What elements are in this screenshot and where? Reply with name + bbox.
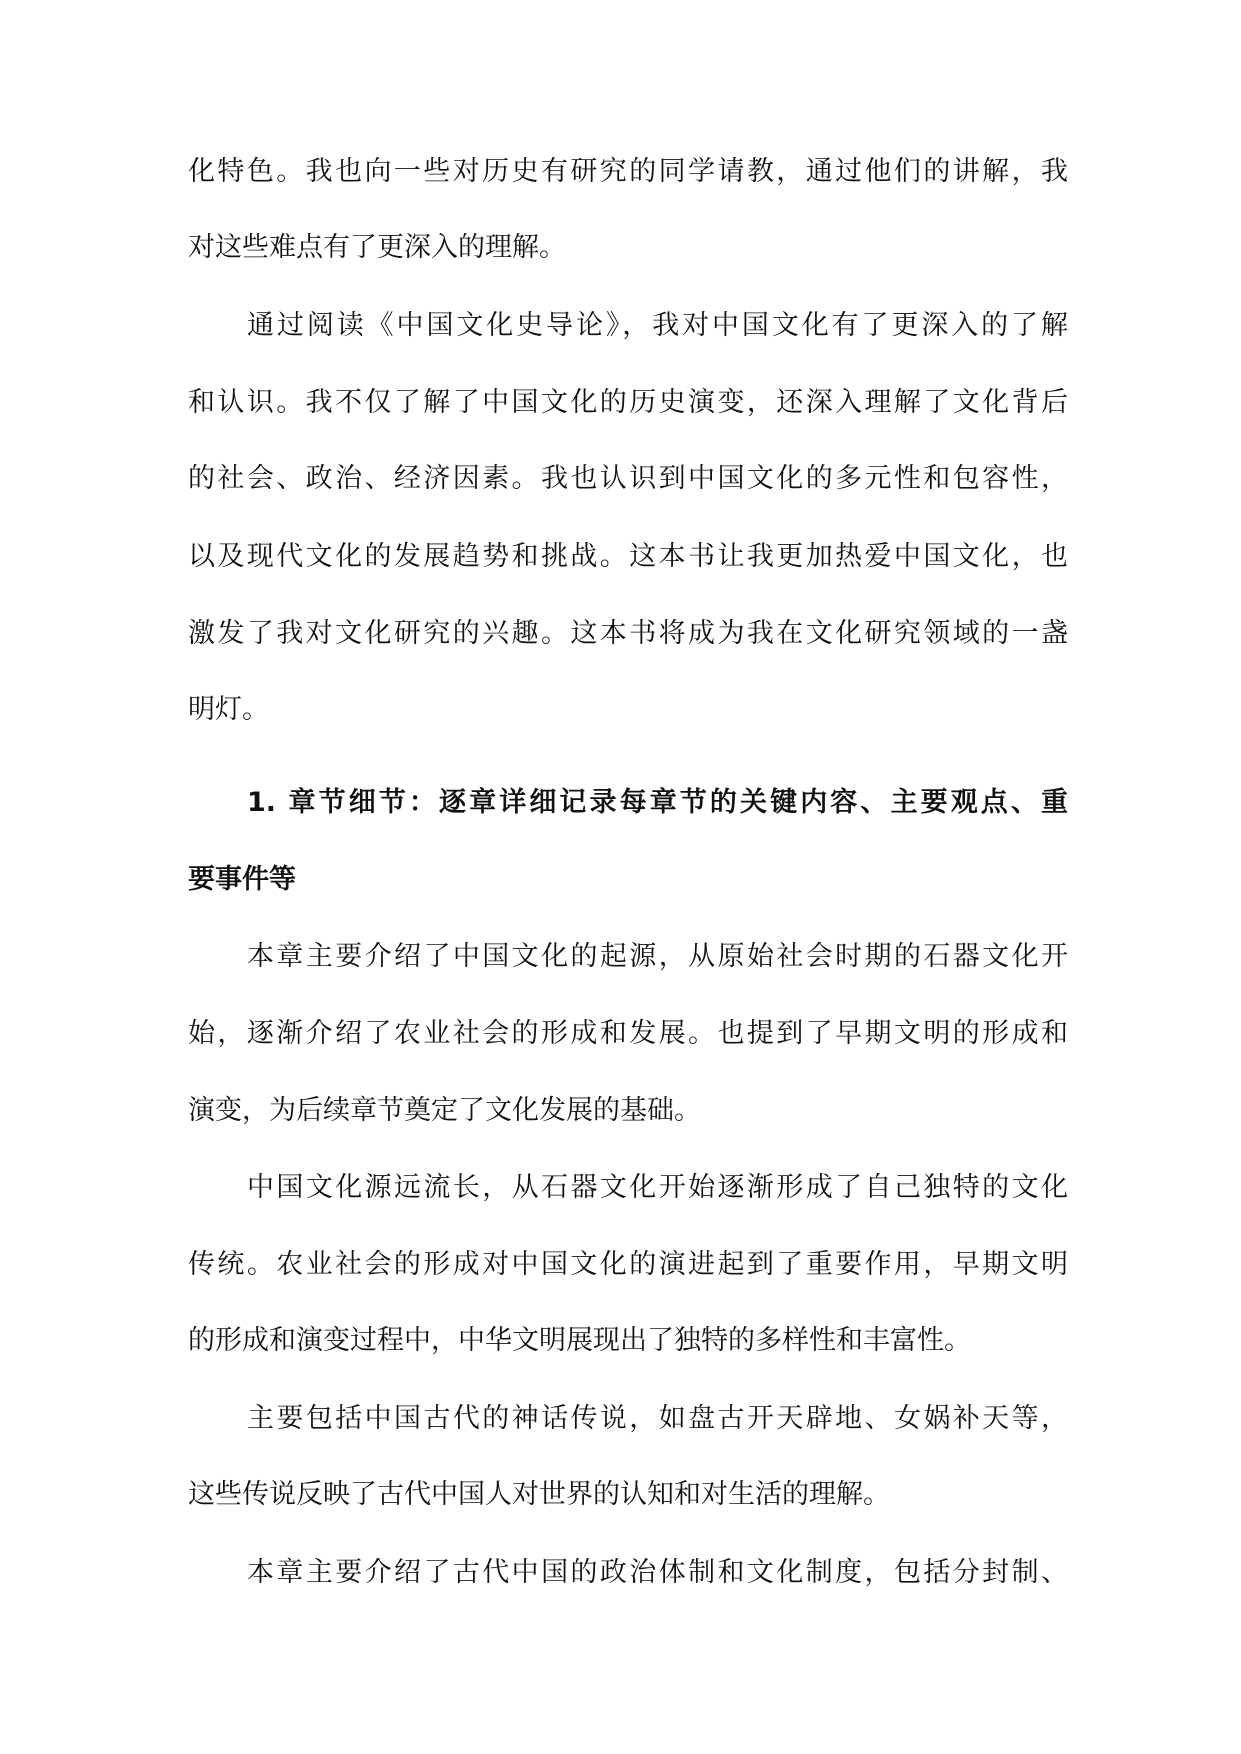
paragraph-line: 本章主要介绍了古代中国的政治体制和文化制度，包括分封制、 <box>247 1557 1068 1588</box>
paragraph-line: 的形成和演变过程中，中华文明展现出了独特的多样性和丰富性。 <box>188 1325 971 1356</box>
section-heading: 1. 章节细节：逐章详细记录每章节的关键内容、主要观点、重 <box>247 787 1068 818</box>
paragraph-line: 化特色。我也向一些对历史有研究的同学请教，通过他们的讲解，我 <box>188 156 1068 187</box>
paragraph-line: 对这些难点有了更深入的理解。 <box>188 232 566 263</box>
paragraph-line: 本章主要介绍了中国文化的起源，从原始社会时期的石器文化开 <box>247 941 1068 972</box>
paragraph-line: 演变，为后续章节奠定了文化发展的基础。 <box>188 1095 701 1126</box>
paragraph-line: 始，逐渐介绍了农业社会的形成和发展。也提到了早期文明的形成和 <box>188 1018 1068 1049</box>
paragraph-line: 激发了我对文化研究的兴趣。这本书将成为我在文化研究领域的一盏 <box>188 618 1068 649</box>
paragraph-line: 明灯。 <box>188 694 269 725</box>
paragraph-line: 中国文化源远流长，从石器文化开始逐渐形成了自己独特的文化 <box>247 1172 1068 1203</box>
paragraph-line: 以及现代文化的发展趋势和挑战。这本书让我更加热爱中国文化，也 <box>188 541 1068 572</box>
section-heading: 要事件等 <box>188 864 296 895</box>
paragraph-line: 主要包括中国古代的神话传说，如盘古开天辟地、女娲补天等， <box>247 1403 1068 1434</box>
paragraph-line: 通过阅读《中国文化史导论》，我对中国文化有了更深入的了解 <box>247 310 1068 341</box>
paragraph-line: 传统。农业社会的形成对中国文化的演进起到了重要作用，早期文明 <box>188 1249 1068 1280</box>
paragraph-line: 这些传说反映了古代中国人对世界的认知和对生活的理解。 <box>188 1479 890 1510</box>
paragraph-line: 和认识。我不仅了解了中国文化的历史演变，还深入理解了文化背后 <box>188 387 1068 418</box>
paragraph-line: 的社会、政治、经济因素。我也认识到中国文化的多元性和包容性， <box>188 463 1068 494</box>
